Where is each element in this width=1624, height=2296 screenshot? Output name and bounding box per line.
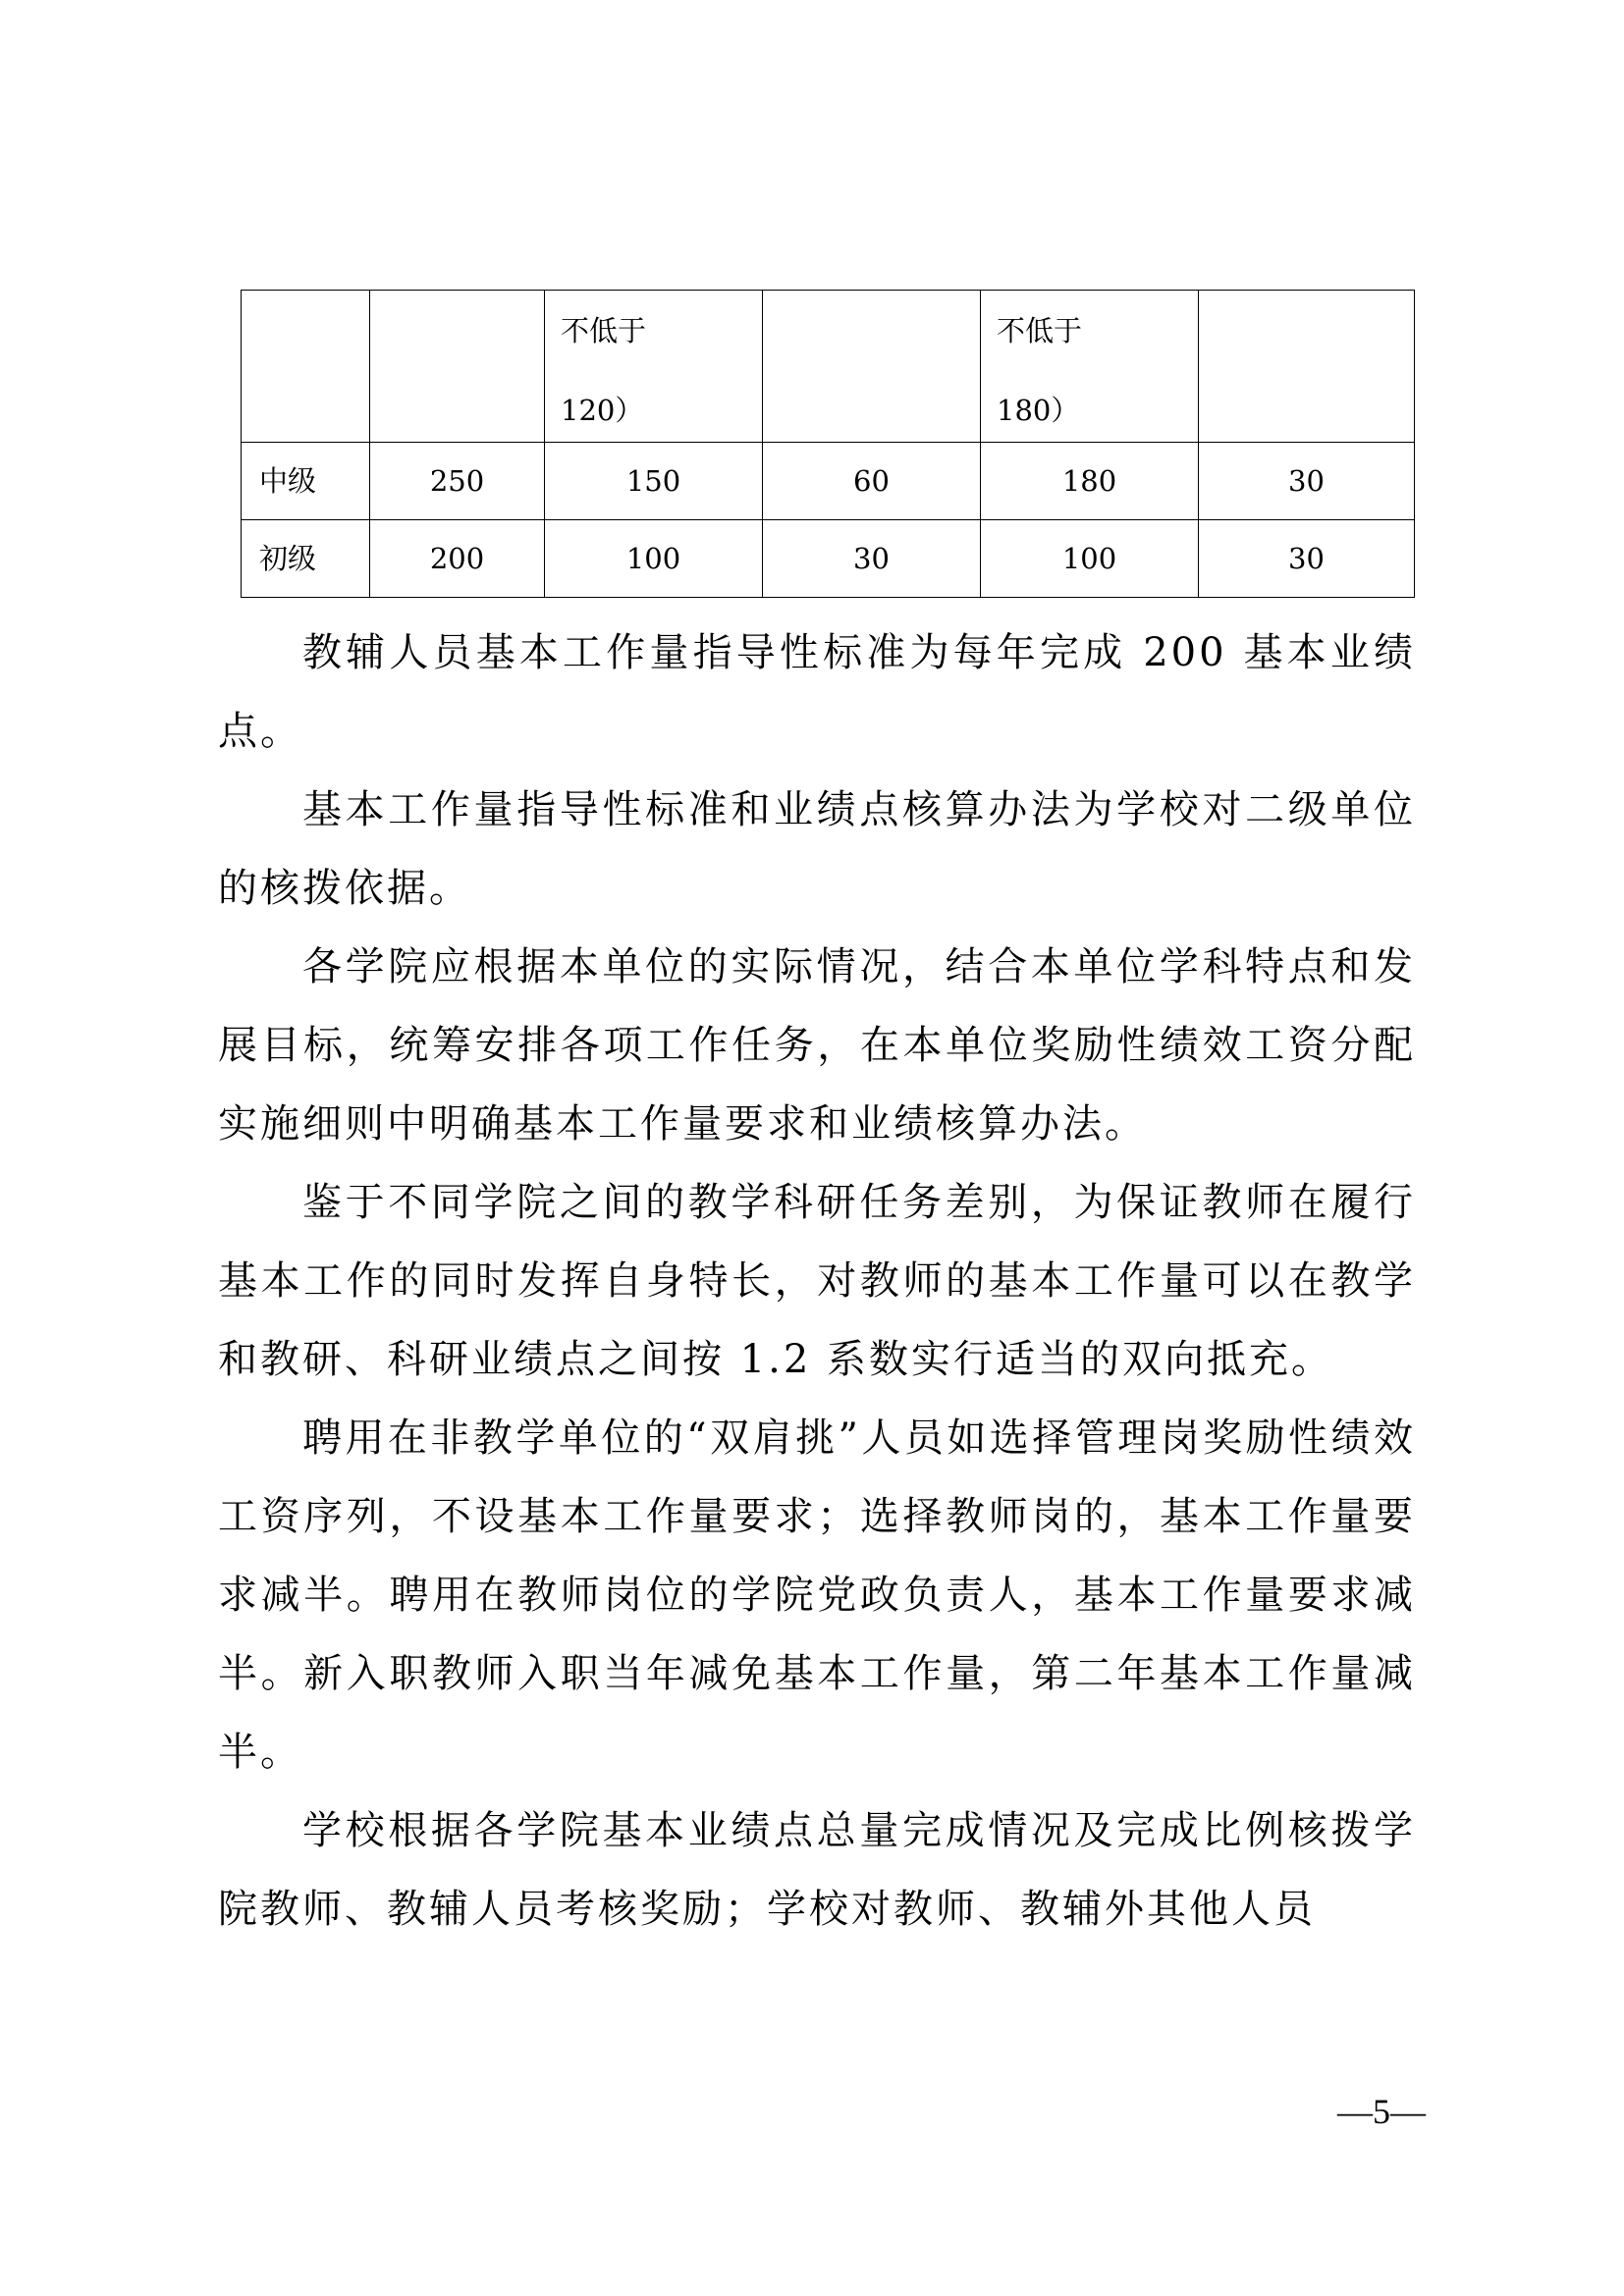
- table-cell: 100: [545, 520, 763, 598]
- workload-table-container: [241, 290, 1414, 598]
- table-cell: [370, 291, 545, 443]
- table-cell: 200: [370, 520, 545, 598]
- paragraph-college-implementation: 各学院应根据本单位的实际情况，结合本单位学科特点和发展目标，统筹安排各项工作任务，在本单位奖励性绩效工资分配实施细则中明确基本工作量要求和业绩核算办法。: [218, 944, 1416, 1147]
- threshold-prefix: 不低于: [561, 314, 647, 347]
- document-body: [218, 614, 1416, 1949]
- table-cell: 60: [763, 443, 981, 520]
- threshold-value: 120）: [561, 394, 644, 427]
- table-cell: [1199, 291, 1415, 443]
- workload-standard-table: [241, 290, 1415, 598]
- paragraph-allocation-basis: 基本工作量指导性标准和业绩点核算办法为学校对二级单位的核拨依据。: [218, 787, 1416, 911]
- table-cell: [242, 291, 370, 443]
- table-row-intermediate: [242, 443, 1415, 520]
- table-row-junior: [242, 520, 1415, 598]
- table-cell: 250: [370, 443, 545, 520]
- page-number: —5—: [1337, 2092, 1426, 2131]
- table-cell: 150: [545, 443, 763, 520]
- threshold-prefix: 不低于: [997, 314, 1083, 347]
- paragraph-dual-role-reduction: 聘用在非教学单位的“双肩挑”人员如选择管理岗奖励性绩效工资序列，不设基本工作量要求；选择教师岗的，基本工作量要求减半。聘用在教师岗位的学院党政负责人，基本工作量要求减半。新入职教师入职当年减免基本工作量，第二年基本工作量减半。: [218, 1415, 1416, 1775]
- table-row-continuation: [242, 291, 1415, 443]
- table-cell: 100: [981, 520, 1199, 598]
- table-cell: 30: [763, 520, 981, 598]
- threshold-value: 180）: [997, 394, 1080, 427]
- table-cell-min-threshold: [981, 291, 1199, 443]
- paragraph-assessment-reward: 学校根据各学院基本业绩点总量完成情况及完成比例核拨学院教师、教辅人员考核奖励；学校对教师、教辅外其他人员: [218, 1808, 1416, 1932]
- paragraph-offset-coefficient: 鉴于不同学院之间的教学科研任务差别，为保证教师在履行基本工作的同时发挥自身特长，对教师的基本工作量可以在教学和教研、科研业绩点之间按 1.2 系数实行适当的双向抵充。: [218, 1180, 1416, 1382]
- paragraph-support-staff-standard: 教辅人员基本工作量指导性标准为每年完成 200 基本业绩点。: [218, 630, 1416, 754]
- table-cell-level: 初级: [242, 520, 370, 598]
- table-cell: 180: [981, 443, 1199, 520]
- table-cell: 30: [1199, 520, 1415, 598]
- table-cell-min-threshold: [545, 291, 763, 443]
- table-cell-level: 中级: [242, 443, 370, 520]
- table-cell: [763, 291, 981, 443]
- table-cell: 30: [1199, 443, 1415, 520]
